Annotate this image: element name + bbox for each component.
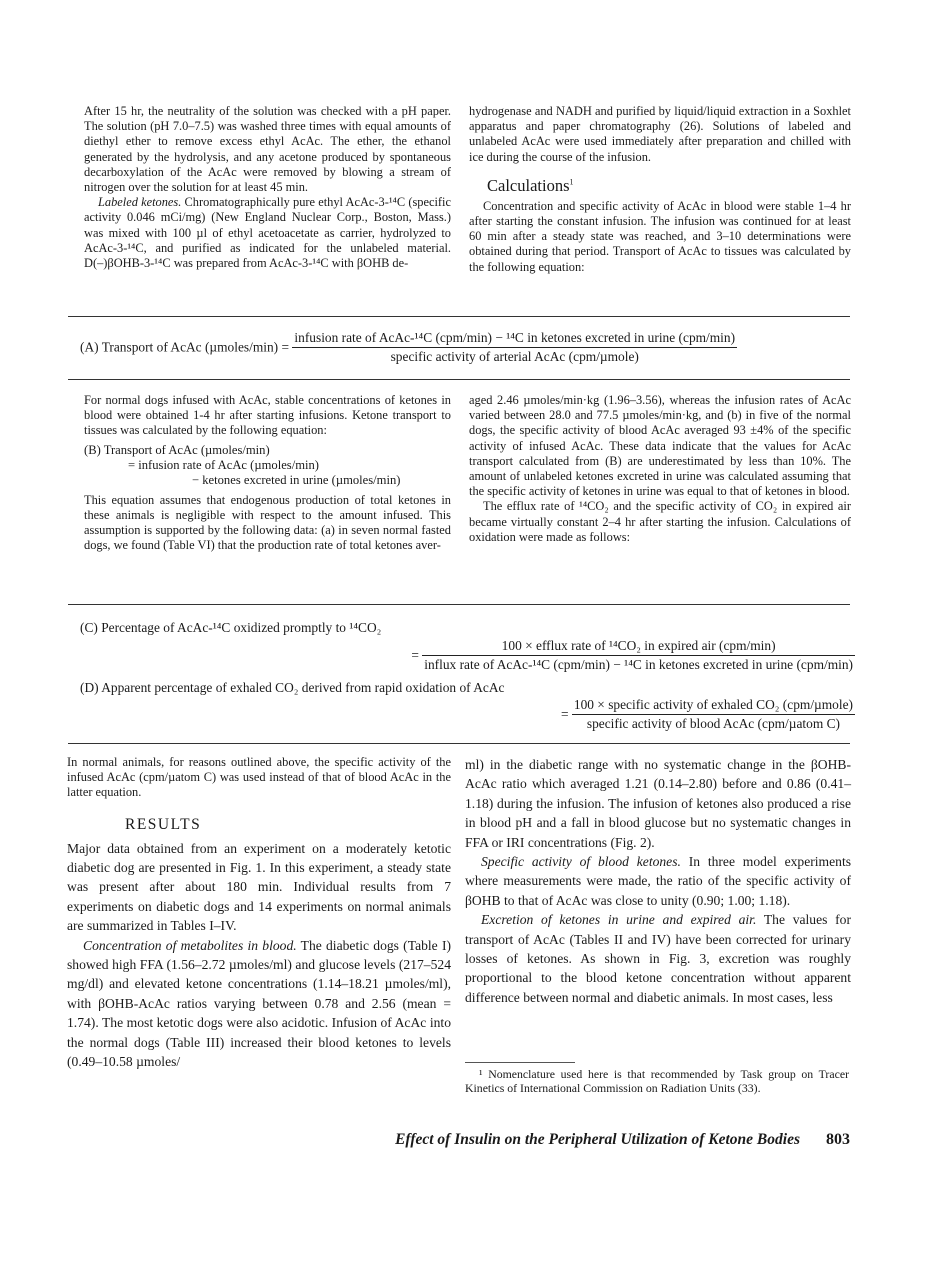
paragraph: In normal animals, for reasons outlined above, the specific activity of the infused AcAc (cpm/µatom C) was used instead of that of blood AcAc in the latter equation. — [67, 755, 451, 800]
paragraph-text: In three model experiments where measurements were made, the ratio of the specific activity of βOHB to that of AcAc was close to unity (0.90; 1.00; 1.18). — [465, 854, 852, 908]
results-heading-wrap — [67, 816, 451, 834]
equals-sign: = — [411, 647, 419, 663]
footnote — [465, 1067, 849, 1095]
footnote-marker: 1 — [569, 177, 574, 187]
rule — [68, 316, 850, 317]
rule — [68, 604, 850, 605]
paragraph-text: The values for transport of AcAc (Tables II and IV) have been corrected for urinary losses of ketones. As shown in Fig. 3, excretion was roughly proportional to the blood ketone concentration without apparent difference between normal and diabetic animals. In most cases, less — [465, 912, 851, 1005]
paragraph: Concentration and specific activity of AcAc in blood were stable 1–4 hr after starting the constant infusion. The infusion was continued for at least 60 min after a steady state was reached, and 3–10 determinations were obtained during that period. Transport of AcAc to tissues was calculated by the following equation: — [469, 198, 851, 274]
paragraph: ml) in the diabetic range with no systematic change in the βOHB-AcAc ratio which averaged 1.21 (0.14–2.80) before and 0.86 (0.41–1.18) during the infusion. The infusion of ketones also produced a rise in blood pH and a fall in blood glucose but no systematic changes in FFA or IRI concentrations (Fig. 2). — [465, 757, 851, 850]
equation-numerator: infusion rate of AcAc-¹⁴C (cpm/min) − ¹⁴C in ketones excreted in urine (cpm/min) — [292, 330, 737, 348]
equation-a — [80, 330, 855, 365]
running-title: Effect of Insulin on the Peripheral Utilization of Ketone Bodies — [395, 1131, 800, 1148]
run-in-heading: Excretion of ketones in urine and expired air. — [481, 912, 757, 928]
col1-mid — [84, 393, 451, 554]
equation-denominator: specific activity of arterial AcAc (cpm/µmole) — [390, 349, 639, 364]
col2-mid — [469, 393, 851, 545]
equation-d — [80, 680, 855, 732]
equation-c-title: (C) Percentage of AcAc-¹⁴C oxidized promptly to ¹⁴CO₂ — [80, 620, 382, 635]
paragraph: Major data obtained from an experiment on a moderately ketotic diabetic dog are presented in Fig. 1. In this experiment, a steady state was present after about 180 min. Individual results from 7 experiments on diabetic dogs and 14 experiments on normal animals are summarized in Tables I–IV. — [67, 840, 451, 934]
run-in-heading: Concentration of metabolites in blood. — [83, 937, 297, 953]
paragraph: This equation assumes that endogenous production of total ketones in these animals is negligible with respect to the amount infused. This assumption is supported by the following data: (a) in seven normal fasted dogs, we found (Table VI) that the production rate of total ketones aver- — [84, 492, 451, 553]
paragraph-text: The diabetic dogs (Table I) showed high FFA (1.56–2.72 µmoles/ml) and glucose levels (217–524 mg/dl) and elevated ketone concentrations (1.14–18.21 µmoles/ml), with βOHB-AcAc ratios varying between 0.78 and 2.56 (mean = 1.74). The most ketotic dogs were also acidotic. Infusion of AcAc into the normal dogs (Table III) increased their blood ketones to levels (0.49–10.58 µmoles/ — [67, 937, 451, 1070]
equals-sign: = — [560, 706, 569, 722]
footnote-text: ¹ Nomenclature used here is that recommended by Task group on Tracer Kinetics of International Commission on Radiation Units (33). — [465, 1067, 849, 1096]
rule — [68, 743, 850, 744]
section-heading: Calculations$^1$ — [487, 175, 574, 195]
paragraph: hydrogenase and NADH and purified by liquid/liquid extraction in a Soxhlet apparatus and paper chromatography (26). Solutions of labeled and unlabeled AcAc were used immediately after preparation and chilled with ice during the course of the infusion. — [469, 104, 851, 164]
equation-fraction — [422, 638, 855, 673]
equation-b-line: − ketones excreted in urine (µmoles/min) — [192, 473, 401, 488]
equation-b — [84, 443, 451, 489]
equation-b-line: = infusion rate of AcAc (µmoles/min) — [128, 458, 319, 473]
col1-bot — [67, 755, 451, 1071]
paragraph: For normal dogs infused with AcAc, stable concentrations of ketones in blood were obtained 1-4 hr after starting infusions. Ketone transport to tissues was calculated by the following equation: — [84, 393, 451, 438]
equation-d-title: (D) Apparent percentage of exhaled CO₂ derived from rapid oxidation of AcAc — [80, 680, 505, 695]
col2-bot — [465, 755, 851, 1007]
equation-lhs: (A) Transport of AcAc (µmoles/min) = — [80, 339, 290, 355]
paragraph: The efflux rate of ¹⁴CO₂ and the specific activity of CO₂ in expired air became virtually constant 2–4 hr after starting the infusion. Calculations of oxidation were made as follows: — [469, 499, 851, 544]
paragraph — [465, 910, 851, 1007]
equation-fraction — [572, 697, 855, 732]
equation-fraction — [292, 330, 737, 365]
run-in-heading: Labeled ketones. — [98, 195, 182, 210]
paragraph — [465, 852, 851, 910]
run-in-heading: Specific activity of blood ketones. — [481, 854, 681, 870]
paragraph — [67, 936, 451, 1072]
equation-denominator: specific activity of blood AcAc (cpm/µatom C) — [586, 716, 840, 731]
paragraph — [84, 195, 451, 271]
equation-b-line: (B) Transport of AcAc (µmoles/min) — [84, 442, 270, 457]
col1-top — [84, 104, 451, 271]
running-footer — [300, 1131, 850, 1149]
equation-denominator: influx rate of AcAc-¹⁴C (cpm/min) − ¹⁴C in ketones excreted in urine (cpm/min) — [424, 657, 853, 672]
paragraph: aged 2.46 µmoles/min·kg (1.96–3.56), whereas the infusion rates of AcAc varied between 28.0 and 77.5 µmoles/min·kg, and (b) in five of the normal dogs, the specific activity of blood AcAc averaged 93 ±4% of the specific activity of infused AcAc. These data indicate that the values for AcAc transport calculated from (B) are underestimated by less than 10%. The amount of unlabeled ketones excreted in urine was calculated assuming that the specific activity of ketones in urine was equal to that of ketones in blood. — [469, 393, 851, 499]
equation-c-body — [80, 638, 855, 673]
col2-top — [469, 104, 851, 275]
paragraph-text: Chromatographically pure ethyl AcAc-3-¹⁴C (specific activity 0.046 mCi/mg) (New England Nuclear Corp., Boston, Mass.) was mixed with 100 µl of ethyl acetoacetate as carrier, hydrolyzed to AcAc-3-¹⁴C, and purified as indicated for the unlabeled material. D(–)βOHB-3-¹⁴C was prepared from AcAc-3-¹⁴C with βOHB de- — [84, 195, 451, 271]
equation-numerator: 100 × efflux rate of ¹⁴CO₂ in expired air (cpm/min) — [422, 638, 855, 656]
section-heading-wrap — [469, 176, 851, 196]
results-heading: RESULTS — [125, 815, 202, 833]
page-number: 803 — [826, 1131, 850, 1148]
equation-c — [80, 620, 855, 673]
rule — [68, 379, 850, 380]
equation-d-body — [80, 697, 855, 732]
equation-numerator: 100 × specific activity of exhaled CO₂ (cpm/µmole) — [572, 697, 855, 715]
paragraph: After 15 hr, the neutrality of the solution was checked with a pH paper. The solution (pH 7.0–7.5) was washed three times with equal amounts of diethyl ether to remove excess ethyl AcAc. The ether, the ethanol generated by the hydrolysis, and any acetone produced by spontaneous decarboxylation of the AcAc were removed by blowing a stream of nitrogen over the solution for at least 45 min. — [84, 104, 451, 195]
footnote-rule — [465, 1062, 575, 1063]
